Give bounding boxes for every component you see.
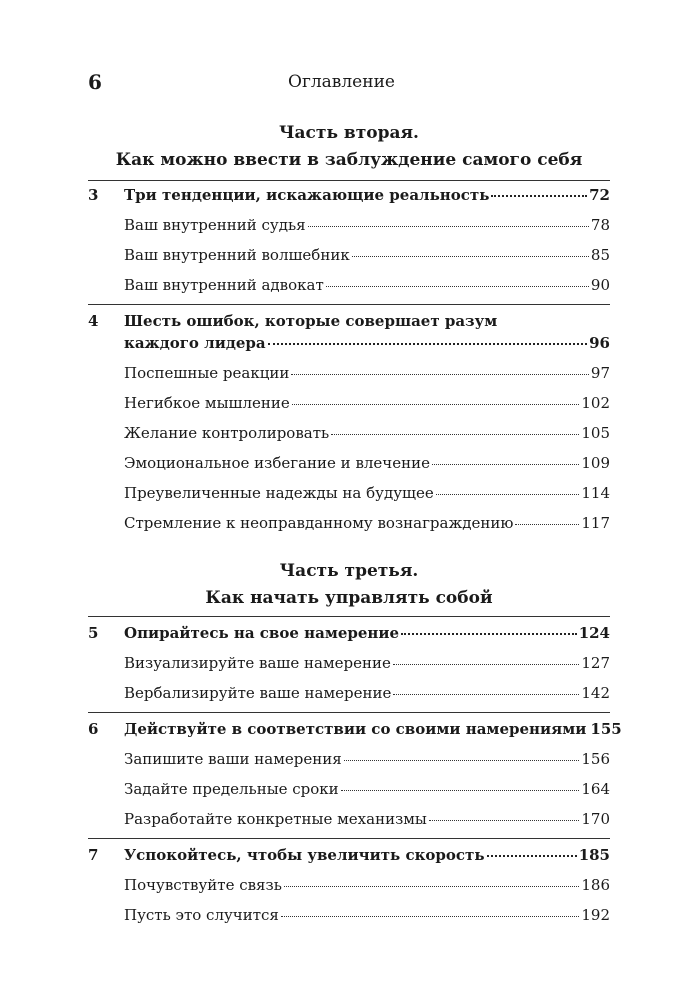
toc-section[interactable] — [124, 780, 610, 798]
section-title: Ваш внутренний судья — [124, 216, 306, 234]
toc-chapter[interactable] — [124, 720, 622, 738]
page-ref: 72 — [589, 186, 610, 204]
section-title: Задайте предельные сроки — [124, 780, 339, 798]
dot-leader — [291, 374, 589, 375]
page-ref: 109 — [581, 454, 610, 472]
page-ref: 102 — [581, 394, 610, 412]
section-title: Визуализируйте ваше намерение — [124, 654, 391, 672]
toc-section[interactable] — [124, 246, 610, 264]
chapter-title-line-1[interactable]: Шесть ошибок, которые совершает разум — [124, 312, 498, 330]
toc-section[interactable] — [124, 364, 610, 382]
part-title — [88, 120, 610, 174]
section-title: Почувствуйте связь — [124, 876, 282, 894]
toc-section[interactable] — [124, 876, 610, 894]
dot-leader — [268, 343, 588, 345]
part-title-line-1: Часть вторая. — [279, 123, 419, 143]
chapter-number: 3 — [88, 186, 99, 204]
chapter-number: 5 — [88, 624, 99, 642]
section-title: Эмоциональное избегание и влечение — [124, 454, 430, 472]
dot-leader — [352, 256, 589, 257]
page-ref: 142 — [581, 684, 610, 702]
dot-leader — [292, 404, 580, 405]
toc-section[interactable] — [124, 454, 610, 472]
toc-section[interactable] — [124, 684, 610, 702]
chapter-number: 7 — [88, 846, 99, 864]
toc-section[interactable] — [124, 654, 610, 672]
dot-leader — [487, 855, 577, 857]
section-title: Ваш внутренний волшебник — [124, 246, 350, 264]
page-ref: 186 — [581, 876, 610, 894]
page-ref: 192 — [581, 906, 610, 924]
page-ref: 96 — [589, 334, 610, 352]
page-ref: 114 — [581, 484, 610, 502]
chapter-title: Успокойтесь, чтобы увеличить скорость — [124, 846, 485, 864]
page-ref: 170 — [581, 810, 610, 828]
chapter-title-line-2: каждого лидера — [124, 334, 266, 352]
section-title: Преувеличенные надежды на будущее — [124, 484, 434, 502]
running-head: Оглавление — [288, 72, 395, 92]
part-title-line-2: Как начать управлять собой — [205, 588, 493, 608]
dot-leader — [515, 524, 579, 525]
dot-leader — [341, 790, 580, 791]
page-ref: 155 — [590, 720, 622, 738]
toc-section[interactable] — [124, 424, 610, 442]
page-number: 6 — [88, 70, 102, 94]
dot-leader — [393, 664, 580, 665]
toc-chapter[interactable] — [124, 846, 610, 864]
section-title: Пусть это случится — [124, 906, 279, 924]
toc-section[interactable] — [124, 810, 610, 828]
chapter-title: Опирайтесь на свое намерение — [124, 624, 400, 642]
page-ref: 156 — [581, 750, 610, 768]
dot-leader — [331, 434, 579, 435]
part-title-line-1: Часть третья. — [279, 561, 419, 581]
page-ref: 124 — [578, 624, 610, 642]
divider — [88, 838, 610, 839]
dot-leader — [326, 286, 589, 287]
dot-leader — [308, 226, 589, 227]
section-title: Негибкое мышление — [124, 394, 290, 412]
dot-leader — [344, 760, 580, 761]
section-title: Ваш внутренний адвокат — [124, 276, 324, 294]
chapter-title: Действуйте в соответствии со своими намерениями — [124, 720, 587, 738]
dot-leader — [401, 633, 577, 635]
section-title: Поспешные реакции — [124, 364, 290, 382]
toc-section[interactable] — [124, 394, 610, 412]
page-ref: 97 — [590, 364, 610, 382]
dot-leader — [436, 494, 580, 495]
chapter-number: 6 — [88, 720, 99, 738]
page-ref: 105 — [581, 424, 610, 442]
divider — [88, 304, 610, 305]
page-ref: 78 — [590, 216, 610, 234]
section-title: Вербализируйте ваше намерение — [124, 684, 392, 702]
section-title: Желание контролировать — [124, 424, 330, 442]
page-ref: 85 — [590, 246, 610, 264]
page-ref: 127 — [581, 654, 610, 672]
section-title: Разработайте конкретные механизмы — [124, 810, 427, 828]
divider — [88, 712, 610, 713]
toc-section[interactable] — [124, 750, 610, 768]
dot-leader — [281, 916, 579, 917]
chapter-title: Три тенденции, искажающие реальность — [124, 186, 490, 204]
part-title — [88, 558, 610, 612]
chapter-number: 4 — [88, 312, 99, 330]
divider — [88, 616, 610, 617]
toc-section[interactable] — [124, 514, 610, 532]
toc-section[interactable] — [124, 276, 610, 294]
dot-leader — [393, 694, 579, 695]
toc-section[interactable] — [124, 484, 610, 502]
page-ref: 117 — [581, 514, 610, 532]
toc-section[interactable] — [124, 906, 610, 924]
page-ref: 185 — [578, 846, 610, 864]
toc-chapter[interactable] — [124, 334, 610, 352]
dot-leader — [284, 886, 579, 887]
dot-leader — [429, 820, 579, 821]
part-title-line-2: Как можно ввести в заблуждение самого себя — [115, 150, 583, 170]
page-ref: 164 — [581, 780, 610, 798]
dot-leader — [491, 195, 587, 197]
divider — [88, 180, 610, 181]
toc-chapter[interactable] — [124, 186, 610, 204]
toc-section[interactable] — [124, 216, 610, 234]
page-ref: 90 — [590, 276, 610, 294]
section-title: Стремление к неоправданному вознаграждению — [124, 514, 514, 532]
dot-leader — [432, 464, 579, 465]
toc-chapter[interactable] — [124, 624, 610, 642]
section-title: Запишите ваши намерения — [124, 750, 342, 768]
